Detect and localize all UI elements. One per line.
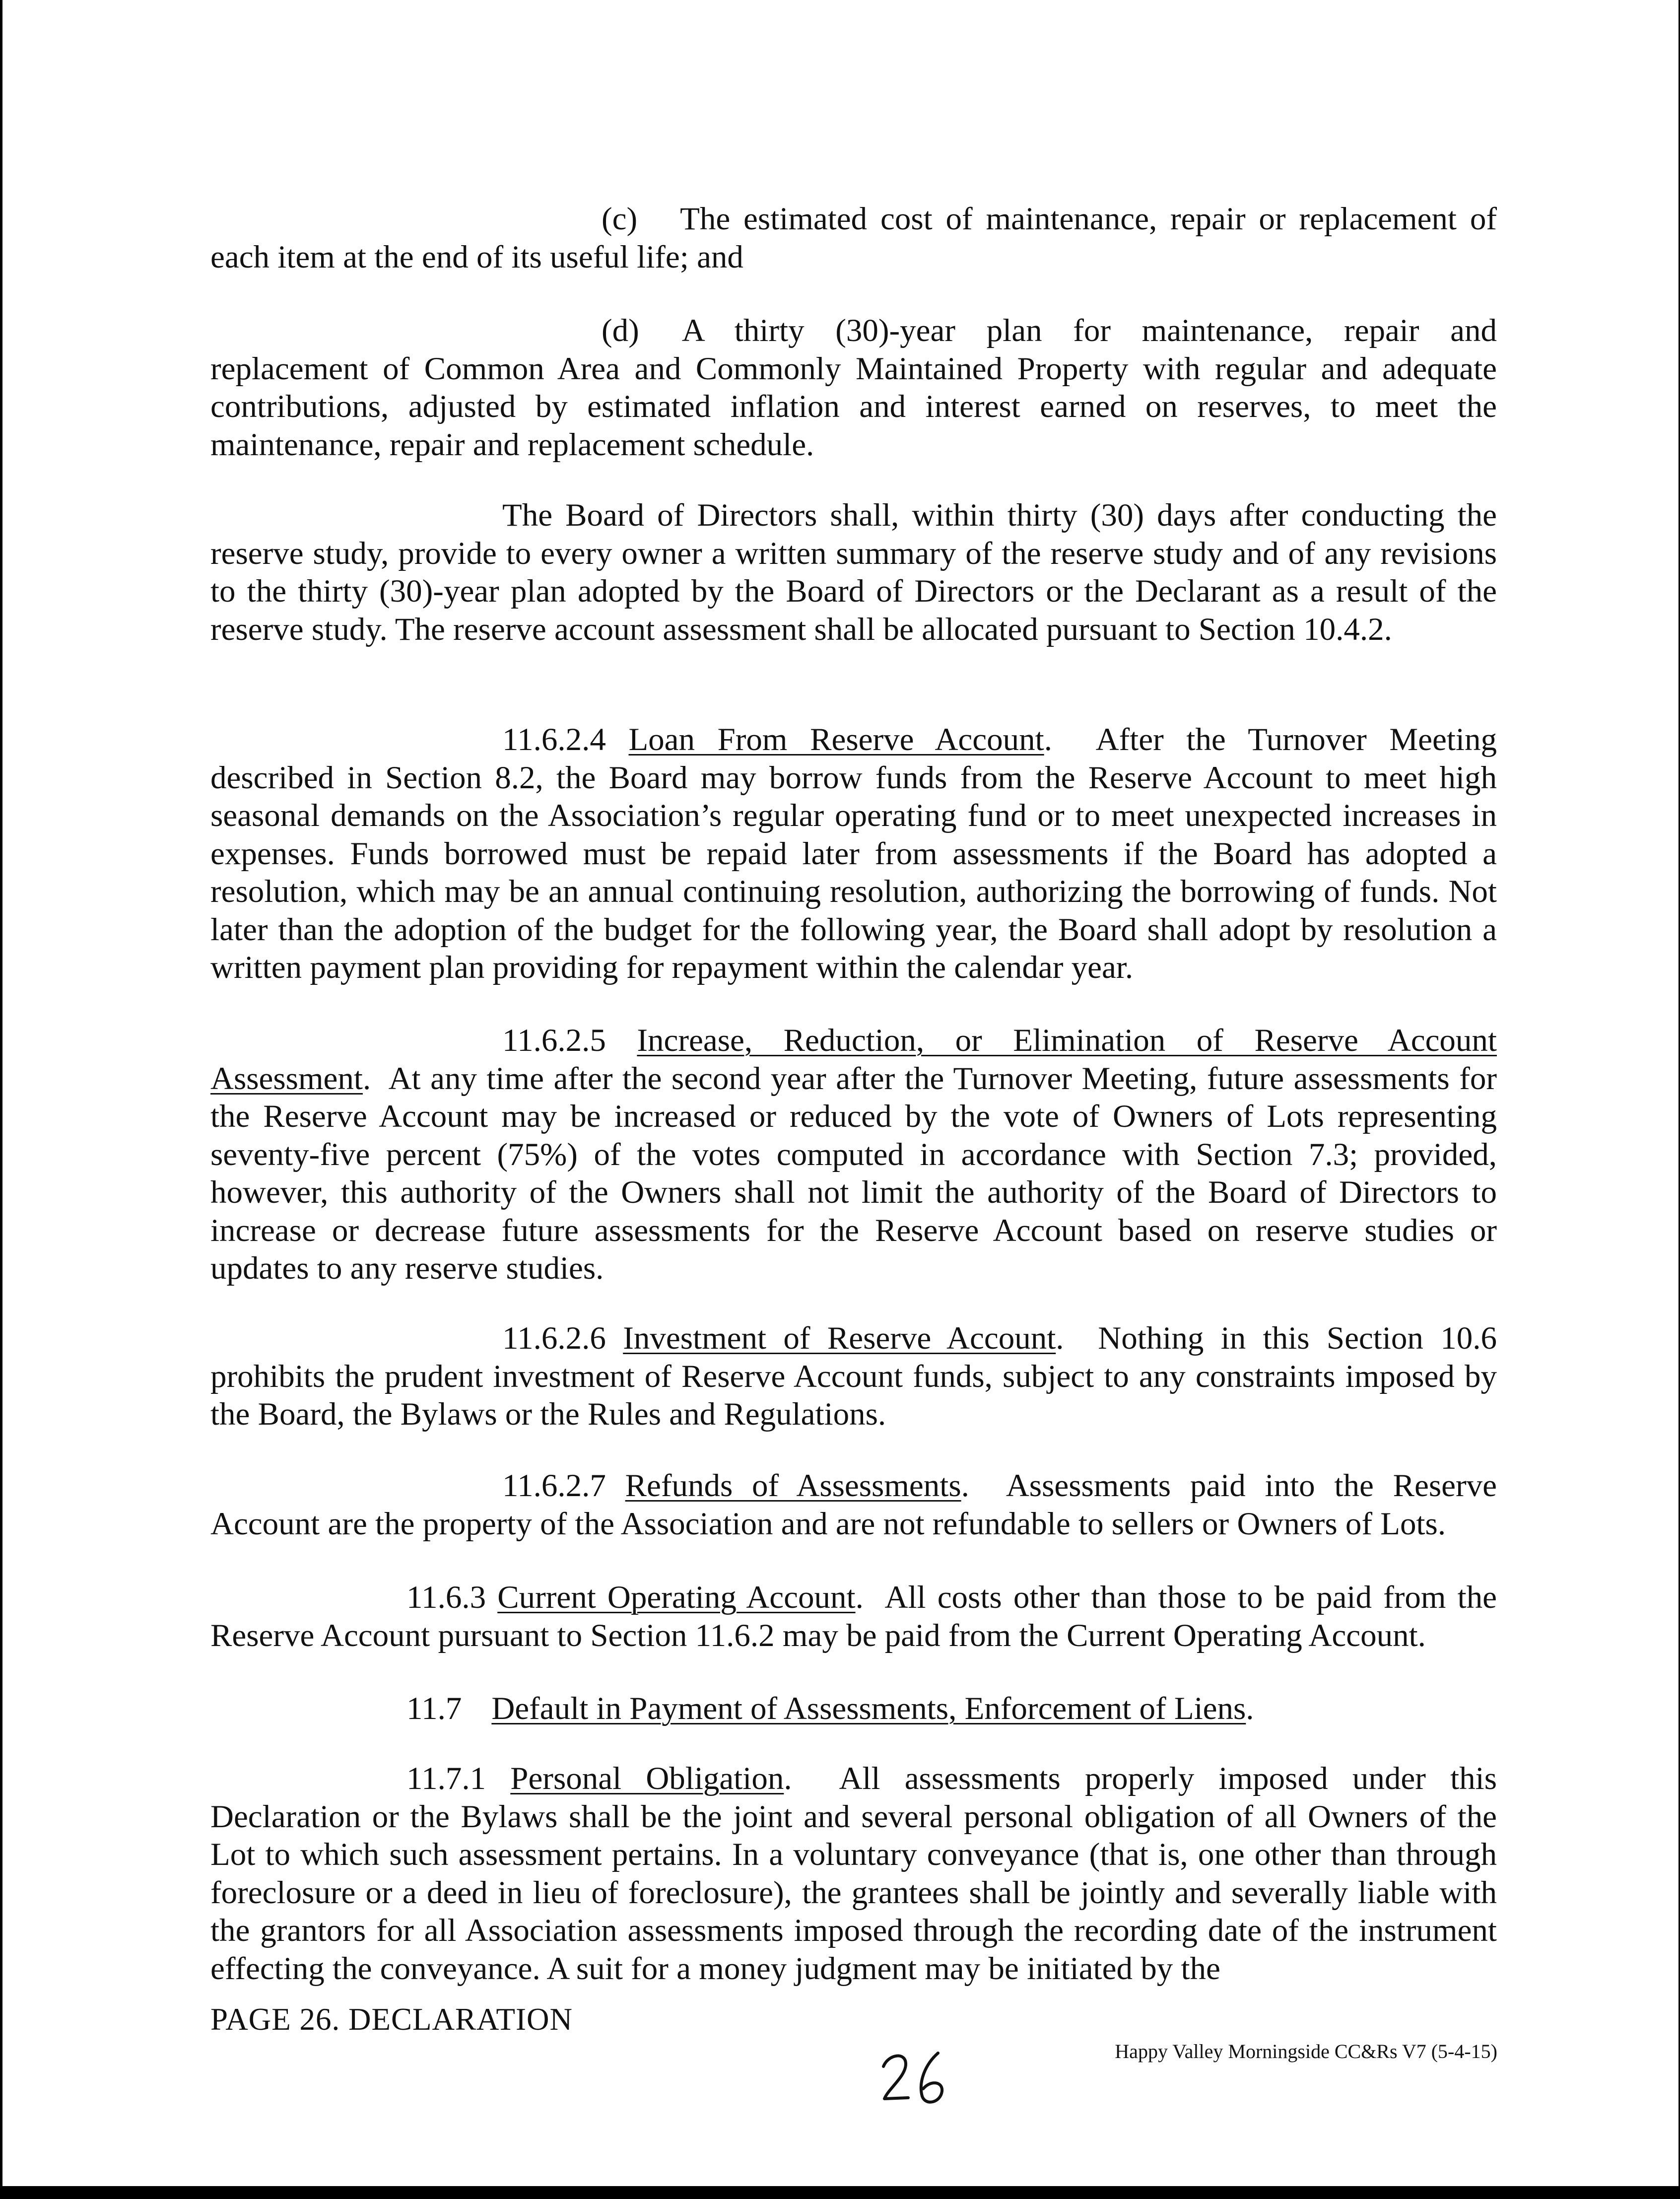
paragraph-d [210,312,1497,464]
paragraph-c-body: The estimated cost of maintenance, repair or replacement of each item at the end of its useful life; and [210,201,1497,275]
section-11-7: 11.7 Default in Payment of Assessments, Enforcement of Liens. [406,1691,1254,1726]
section-body: All assessments properly imposed under this Declaration or the Bylaws shall be the joint and several personal obligation of all Owners of the Lot to which such assessment pertains. In a voluntary conveyance (that is, one other than through foreclosure or a deed in lieu of foreclosure), the grantees shall be jointly and severally liable with the grantors for all Association assessments imposed through the recording date of the instrument effecting the conveyance. A suit for a money judgment may be initiated by the [210,1761,1497,1987]
section-number: 11.6.2.7 [502,1468,606,1504]
section-heading: Loan From Reserve Account [628,722,1044,757]
section-11-6-3: 11.6.3 Current Operating Account. All costs other than those to be paid from the Reserve Account pursuant to Section 11.6.2 may be paid from the Current Operating Account. [210,1580,1497,1653]
section-11-6-2-4: 11.6.2.4 Loan From Reserve Account. After the Turnover Meeting described in Section 8.2, the Board may borrow funds from the Reserve Account to meet high seasonal demands on the Association’s regular operating fund or to meet unexpected increases in expenses. Funds borrowed must be repaid later from assessments if the Board has adopted a resolution, which may be an annual continuing resolution, authorizing the borrowing of funds. Not later than the adoption of the budget for the following year, the Board shall adopt by resolution a written payment plan providing for repayment within the calendar year. [210,722,1497,985]
section-body: After the Turnover Meeting described in Section 8.2, the Board may borrow funds from the Reserve Account to meet high seasonal demands on the Association’s regular operating fund or to meet unexpected increases in expenses. Funds borrowed must be repaid later from assessments if the Board has adopted a resolution, which may be an annual continuing resolution, authorizing the borrowing of funds. Not later than the adoption of the budget for the following year, the Board shall adopt by resolution a written payment plan providing for repayment within the calendar year. [210,722,1497,985]
section-11-6-2-6: 11.6.2.6 Investment of Reserve Account. Nothing in this Section 10.6 prohibits the prudent investment of Reserve Account funds, subject to any constraints imposed by the Board, the Bylaws or the Rules and Regulations. [210,1320,1497,1432]
section-number: 11.6.2.5 [502,1023,606,1058]
paragraph-board-summary [210,496,1497,648]
section-heading: Increase, Reduction, or Elimination of Reserve Account Assessment [210,1023,1497,1097]
section-number: 11.6.2.4 [502,722,606,757]
section-body: At any time after the second year after the Turnover Meeting, future assessments for the Reserve Account may be increased or reduced by the vote of Owners of Lots representing seventy-five percent (75%) of the votes computed in accordance with Section 7.3; provided, however, this authority of the Owners shall not limit the authority of the Board of Directors to increase or decrease future assessments for the Reserve Account based on reserve studies or updates to any reserve studies. [210,1060,1497,1286]
section-11-7-1: 11.7.1 Personal Obligation. All assessments properly imposed under this Declaration or the Bylaws shall be the joint and several personal obligation of all Owners of the Lot to which such assessment pertains. In a voluntary conveyance (that is, one other than through foreclosure or a deed in lieu of foreclosure), the grantees shall be jointly and severally liable with the grantors for all Association assessments imposed through the recording date of the instrument effecting the conveyance. A suit for a money judgment may be initiated by the [210,1761,1497,1987]
section-heading: Refunds of Assessments [625,1468,961,1504]
section-number: 11.6.3 [406,1580,486,1615]
section-body: All costs other than those to be paid from the Reserve Account pursuant to Section 11.6.2 may be paid from the Current Operating Account. [210,1580,1497,1653]
page-label: PAGE 26. DECLARATION [210,2002,573,2037]
section-heading: Default in Payment of Assessments, Enforcement of Liens [491,1691,1246,1726]
section-heading: Investment of Reserve Account [623,1320,1056,1356]
section-11-6-2-7: 11.6.2.7 Refunds of Assessments. Assessments paid into the Reserve Account are the property of the Association and are not refundable to sellers or Owners of Lots. [210,1468,1497,1542]
paragraph-c [210,200,1497,276]
section-number: 11.7.1 [406,1761,486,1796]
paragraph-board-body: The Board of Directors shall, within thirty (30) days after conducting the reserve study, provide to every owner a written summary of the reserve study and of any revisions to the thirty (30)-year plan adopted by the Board of Directors or the Declarant as a result of the reserve study. The reserve account assessment shall be allocated pursuant to Section 10.4.2. [210,497,1497,647]
paragraph-c-label: (c) [602,201,638,237]
section-body: Nothing in this Section 10.6 prohibits the prudent investment of Reserve Account funds, subject to any constraints imposed by the Board, the Bylaws or the Rules and Regulations. [210,1320,1497,1432]
paragraph-d-body: A thirty (30)-year plan for maintenance, repair and replacement of Common Area and Commonly Maintained Property with regular and adequate contributions, adjusted by estimated inflation and interest earned on reserves, to meet the maintenance, repair and replacement schedule. [210,313,1497,463]
section-body: Assessments paid into the Reserve Account are the property of the Association and are not refundable to sellers or Owners of Lots. [210,1468,1497,1542]
section-11-6-2-5: 11.6.2.5 Increase, Reduction, or Elimination of Reserve Account Assessment. At any time after the second year after the Turnover Meeting, future assessments for the Reserve Account may be increased or reduced by the vote of Owners of Lots representing seventy-five percent (75%) of the votes computed in accordance with Section 7.3; provided, however, this authority of the Owners shall not limit the authority of the Board of Directors to increase or decrease future assessments for the Reserve Account based on reserve studies or updates to any reserve studies. [210,1023,1497,1286]
section-heading: Personal Obligation [510,1761,784,1796]
section-heading: Current Operating Account [497,1580,856,1615]
paragraph-d-label: (d) [602,313,639,348]
section-number: 11.7 [406,1691,462,1726]
scan-edge-bottom [0,2186,1680,2199]
section-number: 11.6.2.6 [502,1320,606,1356]
handwritten-page-number [878,2049,963,2109]
scan-edge-left [0,0,2,2199]
document-id: Happy Valley Morningside CC&Rs V7 (5-4-15) [1115,2040,1497,2062]
